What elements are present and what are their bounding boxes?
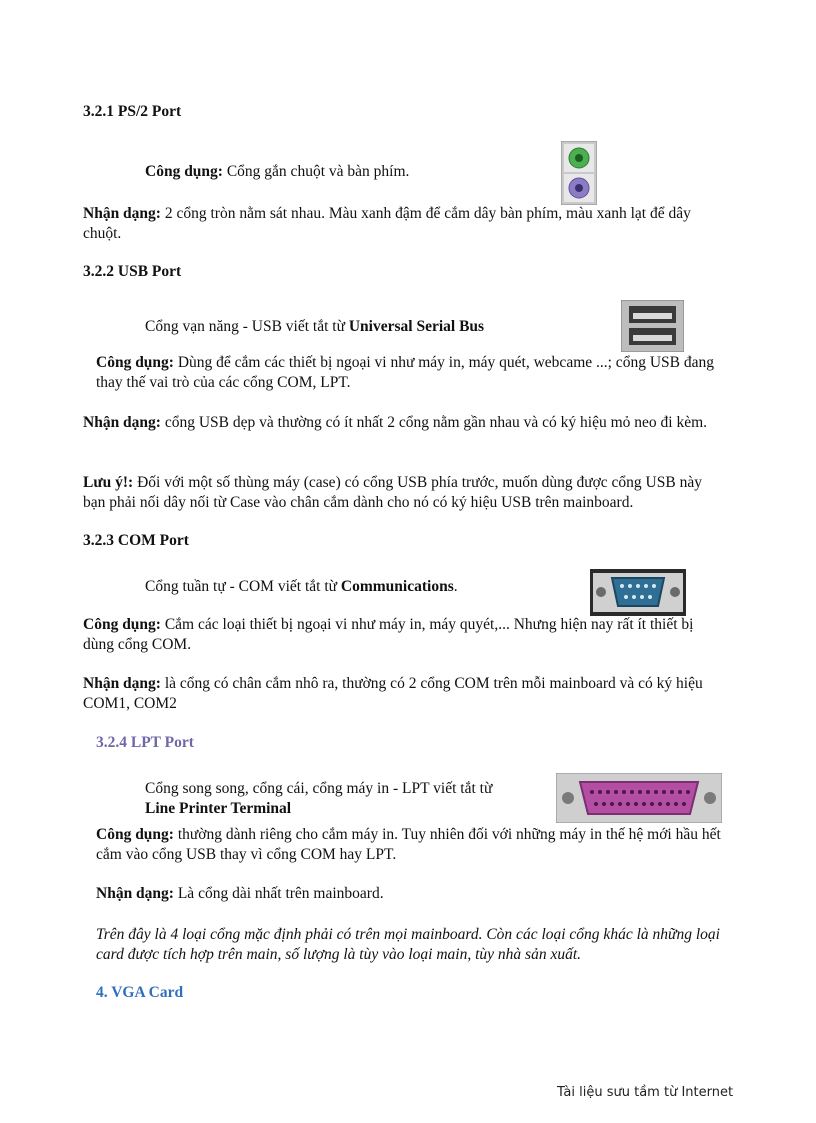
ps2-port-image [561, 141, 597, 210]
ps2-usage-text: Cổng gắn chuột và bàn phím. [222, 163, 410, 180]
heading-com: 3.2.3 COM Port [83, 532, 189, 549]
usb-note [83, 473, 723, 513]
com-ident-label: Nhận dạng: [83, 675, 161, 692]
lpt-ident [96, 884, 384, 904]
com-ident-text: là cổng có chân cắm nhô ra, thường có 2 cổng COM trên mỗi mainboard và có ký hiệu COM1, COM2 [83, 675, 703, 712]
usb-intro-bold: Universal Serial Bus [348, 318, 485, 335]
usb-ident [83, 413, 723, 433]
lpt-ident-label: Nhận dạng: [96, 885, 174, 902]
com-intro-text: Cổng tuần tự - COM viết tắt từ [145, 578, 341, 595]
usb-usage [96, 353, 721, 393]
lpt-ident-text: Là cổng dài nhất trên mainboard. [173, 885, 384, 902]
ps2-ident-text: 2 cổng tròn nằm sát nhau. Màu xanh đậm để cắm dây bàn phím, màu xanh lạt để dây chuột. [83, 205, 691, 242]
lpt-intro-bold: Line Printer Terminal [145, 800, 292, 817]
heading-vga-card: 4. VGA Card [96, 984, 184, 1001]
ps2-usage [145, 162, 409, 182]
lpt-usage-text: thường dành riêng cho cắm máy in. Tuy nhiên đối với những máy in thế hệ mới hầu hết cắm vào cổng USB thay vì cổng COM hay LPT. [96, 826, 721, 863]
ps2-ident [83, 204, 723, 244]
com-ident [83, 674, 723, 714]
ps2-usage-label: Công dụng: [145, 163, 223, 180]
lpt-usage [96, 825, 726, 865]
lpt-intro-text: Cổng song song, cổng cái, cổng máy in - LPT viết tắt từ [145, 780, 493, 797]
heading-lpt: 3.2.4 LPT Port [96, 734, 194, 751]
lpt-intro [145, 779, 545, 819]
usb-usage-label: Công dụng: [96, 354, 174, 371]
ps2-ident-label: Nhận dạng: [83, 205, 161, 222]
usb-intro-text: Cổng vạn năng - USB viết tắt từ [145, 318, 349, 335]
usb-note-text: Đối với một số thùng máy (case) có cổng USB phía trước, muốn dùng được cổng USB này bạn phải nối dây nối từ Case vào chân cắm dành cho nó có ký hiệu USB trên mainboard. [83, 474, 702, 511]
usb-port-image [621, 300, 684, 357]
com-intro-end: . [453, 578, 458, 595]
lpt-usage-label: Công dụng: [96, 826, 174, 843]
com-usage [83, 615, 723, 655]
com-port-image [590, 569, 686, 621]
usb-usage-text: Dùng để cắm các thiết bị ngoại vi như máy in, máy quét, webcame ...; cổng USB đang thay thế vai trò của các cổng COM, LPT. [96, 354, 714, 391]
com-usage-label: Công dụng: [83, 616, 161, 633]
com-intro-bold: Communications [340, 578, 454, 595]
lpt-port-image [556, 773, 722, 828]
usb-ident-text: cổng USB dẹp và thường có ít nhất 2 cổng nằm gần nhau và có ký hiệu mỏ neo đi kèm. [160, 414, 708, 431]
usb-note-label: Lưu ý!: [83, 474, 134, 491]
summary-paragraph: Trên đây là 4 loại cổng mặc định phải có trên mọi mainboard. Còn các loại cổng khác là những loại card được tích hợp trên main, số lượng là tùy vào loại main, tùy nhà sản xuất. [96, 926, 720, 963]
com-usage-text: Cắm các loại thiết bị ngoại vi như máy in, máy quyét,... Nhưng hiện nay rất ít thiết bị dùng cổng COM. [83, 616, 694, 653]
usb-intro [145, 317, 484, 337]
heading-usb: 3.2.2 USB Port [83, 263, 182, 280]
page-footer: Tài liệu sưu tầm từ Internet [557, 1085, 734, 1100]
heading-ps2: 3.2.1 PS/2 Port [83, 103, 182, 120]
usb-ident-label: Nhận dạng: [83, 414, 161, 431]
com-intro [145, 577, 458, 597]
